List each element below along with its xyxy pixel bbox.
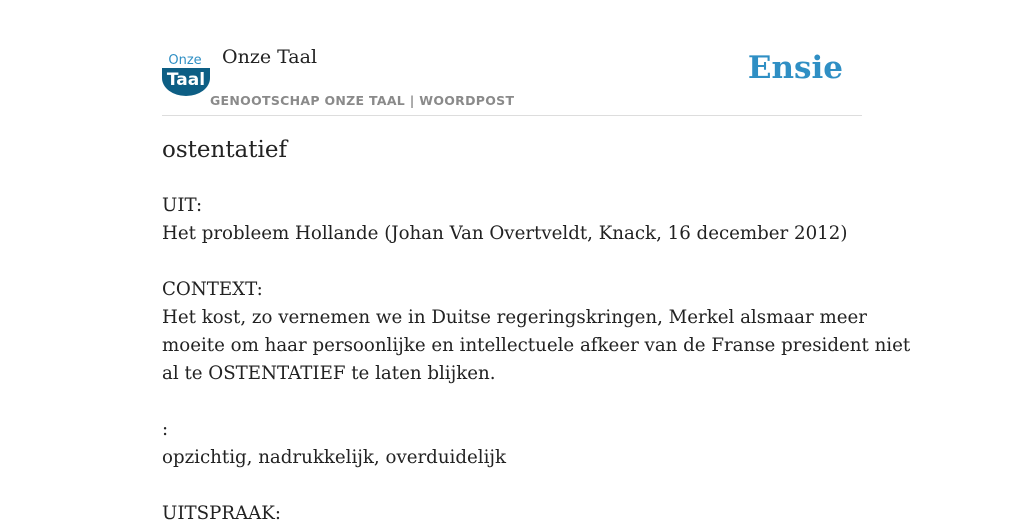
ensie-brand-logo[interactable]: Ensie — [747, 50, 843, 86]
logo-word-bottom: Taal — [166, 70, 206, 90]
page-title: ostentatief — [162, 137, 287, 163]
logo-word-top: Onze — [168, 53, 202, 68]
spacer — [162, 472, 862, 500]
source-text: Het probleem Hollande (Johan Van Overtveldt, Knack, 16 december 2012) — [162, 223, 848, 244]
spacer — [162, 388, 862, 416]
pronunciation-label: UITSPRAAK: — [162, 503, 282, 524]
spacer — [162, 248, 862, 276]
context-line: al te OSTENTATIEF te laten blijken. — [162, 363, 496, 384]
entry-content — [162, 192, 911, 528]
source-label: UIT: — [162, 195, 203, 216]
meaning-text: opzichtig, nadrukkelijk, overduidelijk — [162, 447, 507, 468]
context-line: moeite om haar persoonlijke en intellectuele afkeer van de Franse president niet — [162, 335, 911, 356]
site-header — [162, 40, 862, 116]
site-subtitle: GENOOTSCHAP ONZE TAAL | WOORDPOST — [210, 93, 515, 108]
context-line: Het kost, zo vernemen we in Duitse regeringskringen, Merkel alsmaar meer — [162, 307, 867, 328]
onze-taal-logo[interactable] — [162, 50, 210, 96]
meaning-label: : — [162, 419, 169, 440]
site-name[interactable]: Onze Taal — [222, 46, 318, 68]
context-label: CONTEXT: — [162, 279, 263, 300]
